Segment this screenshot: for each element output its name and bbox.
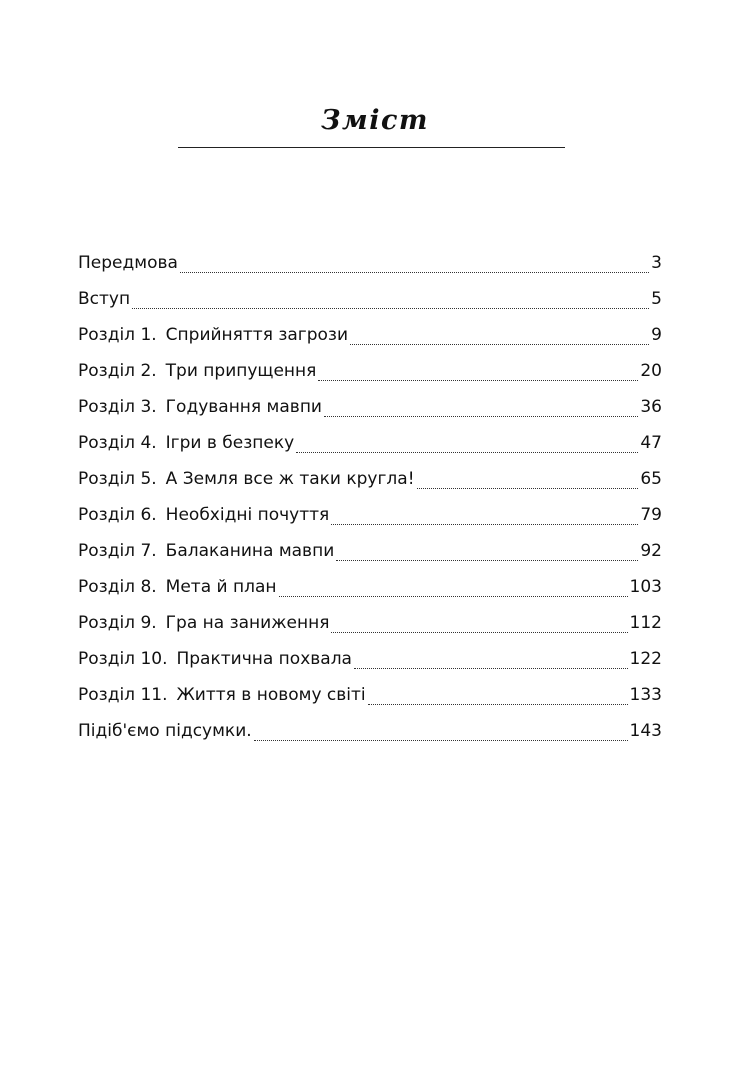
- toc-entry-title: Життя в новому світі: [176, 685, 366, 705]
- toc-entry-title: Гра на заниження: [165, 613, 330, 633]
- toc-entry-title: Сприйняття загрози: [165, 325, 348, 345]
- toc-entry-title: Вступ: [78, 289, 131, 309]
- table-of-contents: [78, 248, 662, 752]
- toc-page-number: 5: [651, 289, 662, 309]
- toc-dot-leader: [336, 559, 638, 561]
- toc-entry-chapter-10[interactable]: [78, 644, 662, 680]
- toc-chapter-number: Розділ 5.: [78, 469, 157, 489]
- toc-entry-title: Практична похвала: [176, 649, 352, 669]
- toc-page-number: 79: [640, 505, 662, 525]
- toc-entry-chapter-9[interactable]: [78, 608, 662, 644]
- toc-entry-title: Балаканина мавпи: [165, 541, 335, 561]
- toc-dot-leader: [132, 307, 649, 309]
- page-title: Зміст: [321, 105, 429, 136]
- toc-chapter-number: Розділ 4.: [78, 433, 157, 453]
- toc-entry-chapter-6[interactable]: [78, 500, 662, 536]
- toc-entry-chapter-1[interactable]: [78, 320, 662, 356]
- toc-entry-title: Годування мавпи: [165, 397, 322, 417]
- toc-dot-leader: [331, 631, 627, 633]
- toc-chapter-number: Розділ 10.: [78, 649, 168, 669]
- toc-page-number: 65: [640, 469, 662, 489]
- toc-entry-title: Передмова: [78, 253, 178, 273]
- toc-entry-chapter-7[interactable]: [78, 536, 662, 572]
- toc-chapter-number: Розділ 6.: [78, 505, 157, 525]
- toc-dot-leader: [331, 523, 638, 525]
- toc-entry-chapter-3[interactable]: [78, 392, 662, 428]
- toc-page-number: 3: [651, 253, 662, 273]
- toc-chapter-number: Розділ 11.: [78, 685, 168, 705]
- toc-page-number: 20: [640, 361, 662, 381]
- toc-entry-title: Мета й план: [165, 577, 277, 597]
- toc-entry-chapter-2[interactable]: [78, 356, 662, 392]
- toc-entry-chapter-4[interactable]: [78, 428, 662, 464]
- toc-page-number: 103: [629, 577, 662, 597]
- toc-entry-introduction[interactable]: [78, 284, 662, 320]
- toc-entry-title: Необхідні почуття: [165, 505, 330, 525]
- toc-dot-leader: [354, 667, 628, 669]
- toc-chapter-number: Розділ 1.: [78, 325, 157, 345]
- toc-chapter-number: Розділ 9.: [78, 613, 157, 633]
- toc-dot-leader: [296, 451, 638, 453]
- toc-page-number: 92: [640, 541, 662, 561]
- toc-dot-leader: [254, 739, 628, 741]
- toc-dot-leader: [368, 703, 628, 705]
- toc-page-number: 47: [640, 433, 662, 453]
- toc-dot-leader: [350, 343, 649, 345]
- toc-page-number: 133: [629, 685, 662, 705]
- toc-chapter-number: Розділ 7.: [78, 541, 157, 561]
- toc-dot-leader: [417, 487, 639, 489]
- toc-entry-chapter-5[interactable]: [78, 464, 662, 500]
- toc-page-number: 9: [651, 325, 662, 345]
- toc-entry-chapter-11[interactable]: [78, 680, 662, 716]
- title-underline: [178, 147, 565, 148]
- toc-entry-title: Підіб'ємо підсумки.: [78, 721, 252, 741]
- toc-page-number: 122: [629, 649, 662, 669]
- toc-dot-leader: [324, 415, 638, 417]
- toc-dot-leader: [318, 379, 638, 381]
- toc-page-number: 143: [629, 721, 662, 741]
- toc-entry-chapter-8[interactable]: [78, 572, 662, 608]
- toc-chapter-number: Розділ 8.: [78, 577, 157, 597]
- toc-entry-summary[interactable]: [78, 716, 662, 752]
- toc-entry-title: А Земля все ж таки кругла!: [165, 469, 415, 489]
- toc-entry-title: Три припущення: [165, 361, 317, 381]
- toc-chapter-number: Розділ 2.: [78, 361, 157, 381]
- toc-page-number: 36: [640, 397, 662, 417]
- toc-chapter-number: Розділ 3.: [78, 397, 157, 417]
- toc-entry-title: Ігри в безпеку: [165, 433, 295, 453]
- toc-entry-preface[interactable]: [78, 248, 662, 284]
- toc-dot-leader: [180, 271, 649, 273]
- toc-dot-leader: [279, 595, 628, 597]
- toc-page-number: 112: [629, 613, 662, 633]
